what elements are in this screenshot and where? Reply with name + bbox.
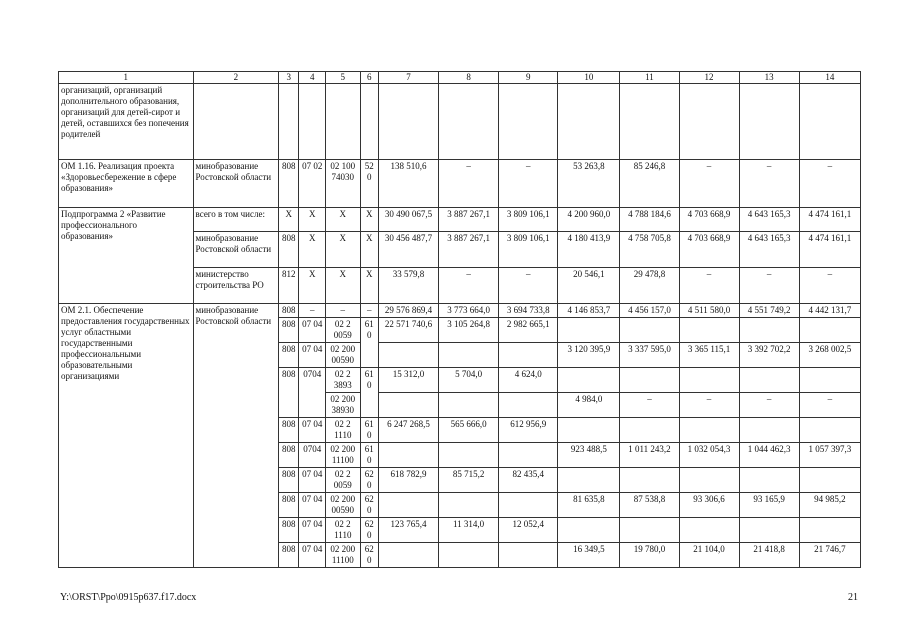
cell-value: 3 105 264,8 xyxy=(439,318,499,343)
cell-vr: Х xyxy=(360,232,378,268)
cell-rzpr: Х xyxy=(299,232,325,268)
cell-rzpr: Х xyxy=(299,208,325,232)
cell-value: 4 456 157,0 xyxy=(620,304,679,318)
cell-value: – xyxy=(679,268,739,304)
cell-total: 6 247 268,5 xyxy=(378,418,438,443)
cell-grbs: 808 xyxy=(279,543,299,568)
cell-vr: 620 xyxy=(360,468,378,493)
cell-value: 1 057 397,3 xyxy=(799,443,860,468)
cell-value: – xyxy=(499,160,558,208)
cell-vr: 520 xyxy=(360,160,378,208)
cell-value: 21 418,8 xyxy=(739,543,799,568)
cell-value: 1 044 462,3 xyxy=(739,443,799,468)
cell-value: 4 703 668,9 xyxy=(679,232,739,268)
cell-value: 4 984,0 xyxy=(558,393,620,418)
cell-vr: 620 xyxy=(360,518,378,543)
cell-value: – xyxy=(739,160,799,208)
cell-vr: Х xyxy=(360,208,378,232)
cell-vr: – xyxy=(360,304,378,318)
cell-value: – xyxy=(439,268,499,304)
cell-total: 618 782,9 xyxy=(378,468,438,493)
cell-csr: 02 100 74030 xyxy=(325,160,360,208)
col-header: 14 xyxy=(799,72,860,84)
cell-csr: 02 2 3893 xyxy=(325,368,360,393)
cell-vr: 620 xyxy=(360,493,378,518)
cell-value: 3 392 702,2 xyxy=(739,343,799,368)
executor: министерство строительства РО xyxy=(193,268,279,304)
cell-csr: 02 2 0059 xyxy=(325,468,360,493)
cell-rzpr: 07 04 xyxy=(299,318,325,343)
cell-value: 19 780,0 xyxy=(620,543,679,568)
cell-csr: 02 200 00590 xyxy=(325,493,360,518)
col-header: 3 xyxy=(279,72,299,84)
cell-value: 4 624,0 xyxy=(499,368,558,393)
cell-total: 123 765,4 xyxy=(378,518,438,543)
cell-grbs: 808 xyxy=(279,343,299,368)
cell-rzpr: Х xyxy=(299,268,325,304)
cell-value: 3 809 106,1 xyxy=(499,232,558,268)
cell-vr: 610 xyxy=(360,368,378,418)
cell-value: 82 435,4 xyxy=(499,468,558,493)
table-row xyxy=(59,208,861,232)
cell-value: 3 809 106,1 xyxy=(499,208,558,232)
budget-table xyxy=(58,71,861,568)
cell-value: 81 635,8 xyxy=(558,493,620,518)
cell-value: 4 758 705,8 xyxy=(620,232,679,268)
cell-grbs: 812 xyxy=(279,268,299,304)
cell-vr: 620 xyxy=(360,543,378,568)
cell-total: 33 579,8 xyxy=(378,268,438,304)
cell-grbs: 808 xyxy=(279,493,299,518)
cell-total: 29 576 869,4 xyxy=(378,304,438,318)
cell-csr: 02 200 11100 xyxy=(325,543,360,568)
table-row xyxy=(59,304,861,318)
column-number-row xyxy=(59,72,861,84)
col-header: 10 xyxy=(558,72,620,84)
cell-csr: Х xyxy=(325,208,360,232)
col-header: 7 xyxy=(378,72,438,84)
cell-vr: 610 xyxy=(360,443,378,468)
cell-value: – xyxy=(799,393,860,418)
cell-rzpr: 0704 xyxy=(299,368,325,418)
executor: всего в том числе: xyxy=(193,208,279,232)
cell-value: – xyxy=(499,268,558,304)
cell-vr: Х xyxy=(360,268,378,304)
cell-value: 4 551 749,2 xyxy=(739,304,799,318)
cell-csr: 02 2 0059 xyxy=(325,318,360,343)
cell-value: 5 704,0 xyxy=(439,368,499,393)
cell-value: 3 694 733,8 xyxy=(499,304,558,318)
file-path: Y:\ORST\Ppo\0915p637.f17.docx xyxy=(60,592,197,603)
col-header: 9 xyxy=(499,72,558,84)
cell-value: 3 887 267,1 xyxy=(439,208,499,232)
cell-csr: 02 200 00590 xyxy=(325,343,360,368)
cell-value: 29 478,8 xyxy=(620,268,679,304)
cell-rzpr: – xyxy=(299,304,325,318)
cell-value: – xyxy=(739,393,799,418)
cell-value: – xyxy=(799,268,860,304)
cell-total: 138 510,6 xyxy=(378,160,438,208)
cell-value: 21 104,0 xyxy=(679,543,739,568)
cell-value: 4 643 165,3 xyxy=(739,208,799,232)
cell-value: 85 715,2 xyxy=(439,468,499,493)
table-row xyxy=(59,160,861,208)
cell-value: 85 246,8 xyxy=(620,160,679,208)
cell-csr: 02 2 1110 xyxy=(325,418,360,443)
cell-csr: Х xyxy=(325,268,360,304)
cell-value: – xyxy=(679,393,739,418)
cell-csr: Х xyxy=(325,232,360,268)
cell-grbs: 808 xyxy=(279,518,299,543)
cell-value: 3 268 002,5 xyxy=(799,343,860,368)
executor: минобразование Ростовской области xyxy=(193,232,279,268)
row-name: организаций, организаций дополнительного образования, организаций для детей-сирот и детей, оставшихся без попечения родителей xyxy=(59,84,194,160)
table-row xyxy=(59,84,861,160)
cell-rzpr: 07 04 xyxy=(299,493,325,518)
col-header: 8 xyxy=(439,72,499,84)
cell-value: – xyxy=(439,160,499,208)
cell-rzpr: 07 04 xyxy=(299,343,325,368)
cell-grbs: 808 xyxy=(279,368,299,418)
cell-value: 1 011 243,2 xyxy=(620,443,679,468)
col-header: 1 xyxy=(59,72,194,84)
cell-grbs: 808 xyxy=(279,418,299,443)
cell-grbs: 808 xyxy=(279,468,299,493)
cell-value: 3 120 395,9 xyxy=(558,343,620,368)
col-header: 6 xyxy=(360,72,378,84)
cell-rzpr: 07 04 xyxy=(299,518,325,543)
cell-grbs: Х xyxy=(279,208,299,232)
cell-vr: 610 xyxy=(360,418,378,443)
cell-value: 93 306,6 xyxy=(679,493,739,518)
cell-value: 20 546,1 xyxy=(558,268,620,304)
cell-total: 30 456 487,7 xyxy=(378,232,438,268)
cell-rzpr: 07 04 xyxy=(299,418,325,443)
cell-value: 3 337 595,0 xyxy=(620,343,679,368)
cell-value: 565 666,0 xyxy=(439,418,499,443)
cell-grbs: 808 xyxy=(279,443,299,468)
cell-csr: – xyxy=(325,304,360,318)
cell-value: 4 511 580,0 xyxy=(679,304,739,318)
executor: минобразование Ростовской области xyxy=(193,160,279,208)
cell-value: 4 180 413,9 xyxy=(558,232,620,268)
cell-value: 16 349,5 xyxy=(558,543,620,568)
cell-value: 93 165,9 xyxy=(739,493,799,518)
cell-value: 4 788 184,6 xyxy=(620,208,679,232)
cell-value: 612 956,9 xyxy=(499,418,558,443)
cell-value: 4 442 131,7 xyxy=(799,304,860,318)
cell-value: 4 146 853,7 xyxy=(558,304,620,318)
page-number: 21 xyxy=(848,592,858,603)
cell-total: 30 490 067,5 xyxy=(378,208,438,232)
cell-value: 4 200 960,0 xyxy=(558,208,620,232)
cell-rzpr: 07 04 xyxy=(299,468,325,493)
cell-value: 2 982 665,1 xyxy=(499,318,558,343)
cell-value: – xyxy=(739,268,799,304)
cell-value: 3 365 115,1 xyxy=(679,343,739,368)
col-header: 12 xyxy=(679,72,739,84)
row-name: ОМ 2.1. Обеспечение предоставления государственных услуг областными государственными профессиональными образовательными организациями xyxy=(59,304,194,568)
cell-value: 12 052,4 xyxy=(499,518,558,543)
cell-rzpr: 07 04 xyxy=(299,543,325,568)
executor: минобразование Ростовской области xyxy=(193,304,279,568)
col-header: 11 xyxy=(620,72,679,84)
cell-rzpr: 07 02 xyxy=(299,160,325,208)
cell-csr: 02 2 1110 xyxy=(325,518,360,543)
cell-value: – xyxy=(799,160,860,208)
cell-value: 11 314,0 xyxy=(439,518,499,543)
cell-value: – xyxy=(620,393,679,418)
cell-total: 22 571 740,6 xyxy=(378,318,438,343)
cell-grbs: 808 xyxy=(279,304,299,318)
cell-csr: 02 200 11100 xyxy=(325,443,360,468)
col-header: 13 xyxy=(739,72,799,84)
cell-value: 21 746,7 xyxy=(799,543,860,568)
cell-csr: 02 200 38930 xyxy=(325,393,360,418)
cell-value: 4 703 668,9 xyxy=(679,208,739,232)
col-header: 4 xyxy=(299,72,325,84)
cell-rzpr: 0704 xyxy=(299,443,325,468)
row-name: ОМ 1.16. Реализация проекта «Здоровьесбережение в сфере образования» xyxy=(59,160,194,208)
cell-grbs: 808 xyxy=(279,160,299,208)
cell-value: 53 263,8 xyxy=(558,160,620,208)
cell-value: 4 474 161,1 xyxy=(799,232,860,268)
cell-value: – xyxy=(679,160,739,208)
cell-value: 3 887 267,1 xyxy=(439,232,499,268)
col-header: 5 xyxy=(325,72,360,84)
cell-value: 3 773 664,0 xyxy=(439,304,499,318)
col-header: 2 xyxy=(193,72,279,84)
row-name: Подпрограмма 2 «Развитие профессионального образования» xyxy=(59,208,194,304)
cell-value: 87 538,8 xyxy=(620,493,679,518)
cell-value: 94 985,2 xyxy=(799,493,860,518)
cell-value: 4 643 165,3 xyxy=(739,232,799,268)
cell-value: 923 488,5 xyxy=(558,443,620,468)
cell-grbs: 808 xyxy=(279,232,299,268)
cell-value: 4 474 161,1 xyxy=(799,208,860,232)
cell-vr: 610 xyxy=(360,318,378,368)
cell-value: 1 032 054,3 xyxy=(679,443,739,468)
cell-total: 15 312,0 xyxy=(378,368,438,393)
cell-grbs: 808 xyxy=(279,318,299,343)
